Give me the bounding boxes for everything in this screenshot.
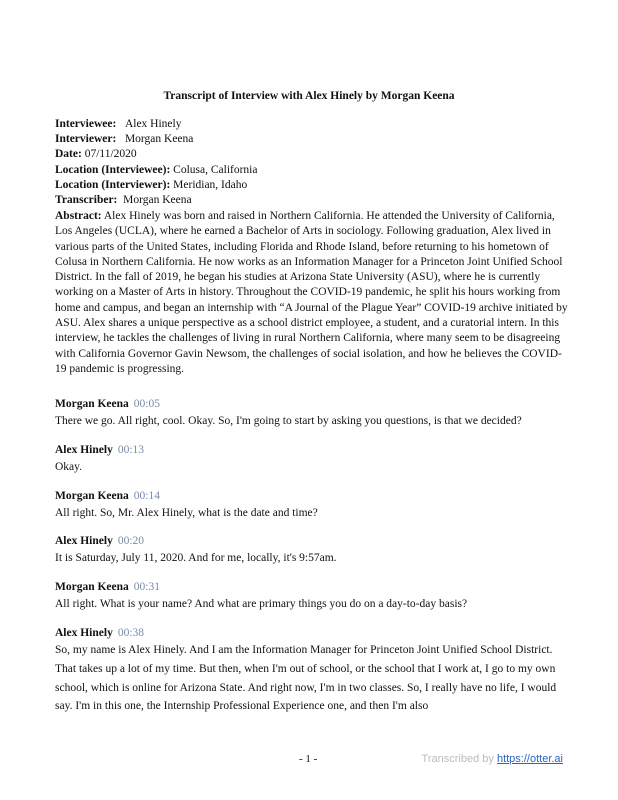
speaker-name: Alex Hinely [55, 535, 113, 548]
credit-text: Transcribed by [421, 753, 494, 765]
timestamp: 00:05 [133, 398, 160, 410]
speaker-line [55, 489, 570, 504]
meta-label: Interviewer: [55, 133, 117, 146]
meta-location-interviewer [55, 178, 565, 193]
meta-label: Location (Interviewee): [55, 163, 171, 176]
meta-value: Alex Hinely [124, 118, 182, 130]
meta-value: Meridian, Idaho [173, 178, 248, 191]
timestamp: 00:38 [117, 626, 145, 639]
timestamp: 00:13 [117, 443, 145, 456]
transcript [55, 397, 570, 716]
timestamp: 00:20 [117, 535, 145, 548]
speaker-name: Morgan Keena [55, 489, 129, 502]
meta-transcriber [55, 193, 565, 208]
speaker-name: Alex Hinely [55, 443, 113, 456]
transcript-turn [55, 489, 570, 523]
otter-link[interactable]: https://otter.ai [496, 753, 563, 765]
timestamp: 00:14 [133, 489, 160, 502]
abstract-text: Alex Hinely was born and raised in Northern California. He attended the University of California, Los Angeles (UCLA), where he earned a Bachelor of Arts in sociology. Following graduation, Alex lived in various parts of the United States, including Florida and Rhode Island, before returning to his hometown of Colusa in Northern California. He now works as an Information Manager for a Princeton Joint Unified School District. In the fall of 2019, he began his studies at Arizona State University (ASU), where he is currently working on a Master of Arts in history. Throughout the COVID-19 pandemic, he split his hours working from home and campus, and began an internship with “A Journal of the Plague Year” COVID-19 archive initiated by ASU. Alex shares a unique perspective as a school district employee, a student, and a curatorial intern. In this interview, he tackles the challenges of living in rural Northern California, where many seem to be disagreeing with California Governor Gavin Newsom, the challenges of social isolation, and how he believes the COVID-19 pandemic is progressing. [55, 210, 568, 375]
meta-value: 07/11/2020 [84, 148, 137, 161]
speaker-line [55, 443, 570, 458]
transcript-turn [55, 580, 570, 614]
meta-value: Colusa, California [173, 163, 258, 176]
meta-interviewer [55, 132, 565, 147]
speaker-name: Morgan Keena [55, 581, 129, 594]
speaker-line [55, 580, 570, 595]
abstract [55, 209, 570, 377]
meta-date [55, 147, 565, 162]
utterance: All right. So, Mr. Alex Hinely, what is the date and time? [55, 506, 318, 519]
page-title: Transcript of Interview with Alex Hinely by Morgan Keena [163, 90, 455, 102]
transcript-turn [55, 397, 570, 431]
meta-value: Morgan Keena [123, 194, 192, 207]
speaker-name: Alex Hinely [55, 626, 113, 639]
transcript-turn [55, 443, 570, 477]
interview-metadata [55, 117, 565, 208]
speaker-line [55, 534, 570, 549]
utterance: So, my name is Alex Hinely. And I am the Information Manager for Princeton Joint Unified School District. That takes up a lot of my time. But then, when I'm out of school, or the school that I work at, I go to my own school, which is online for Arizona State. And right now, I'm in two classes. So, I really have no life, I would say. I'm in this one, the Internship Professional Experience one, and then I'm also [55, 643, 557, 713]
meta-label: Transcriber: [55, 194, 118, 207]
meta-interviewee [55, 117, 565, 132]
transcription-credit [422, 753, 563, 765]
utterance: Okay. [55, 460, 83, 473]
speaker-line [55, 397, 570, 412]
meta-location-interviewee [55, 163, 565, 178]
transcript-turn [55, 626, 570, 716]
utterance: There we go. All right, cool. Okay. So, I'm going to start by asking you questions, is that we decided? [55, 415, 522, 427]
meta-label: Date: [55, 148, 82, 161]
speaker-name: Morgan Keena [55, 398, 129, 410]
timestamp: 00:31 [133, 581, 160, 594]
meta-label: Location (Interviewer): [55, 178, 171, 191]
abstract-label: Abstract: [55, 210, 102, 222]
meta-label: Interviewee: [55, 118, 117, 130]
meta-value: Morgan Keena [124, 133, 194, 146]
transcript-turn [55, 534, 570, 568]
utterance: It is Saturday, July 11, 2020. And for me, locally, it's 9:57am. [55, 552, 337, 565]
page-number: - 1 - [299, 753, 318, 765]
speaker-line [55, 626, 570, 641]
utterance: All right. What is your name? And what are primary things you do on a day-to-day basis? [55, 598, 468, 611]
